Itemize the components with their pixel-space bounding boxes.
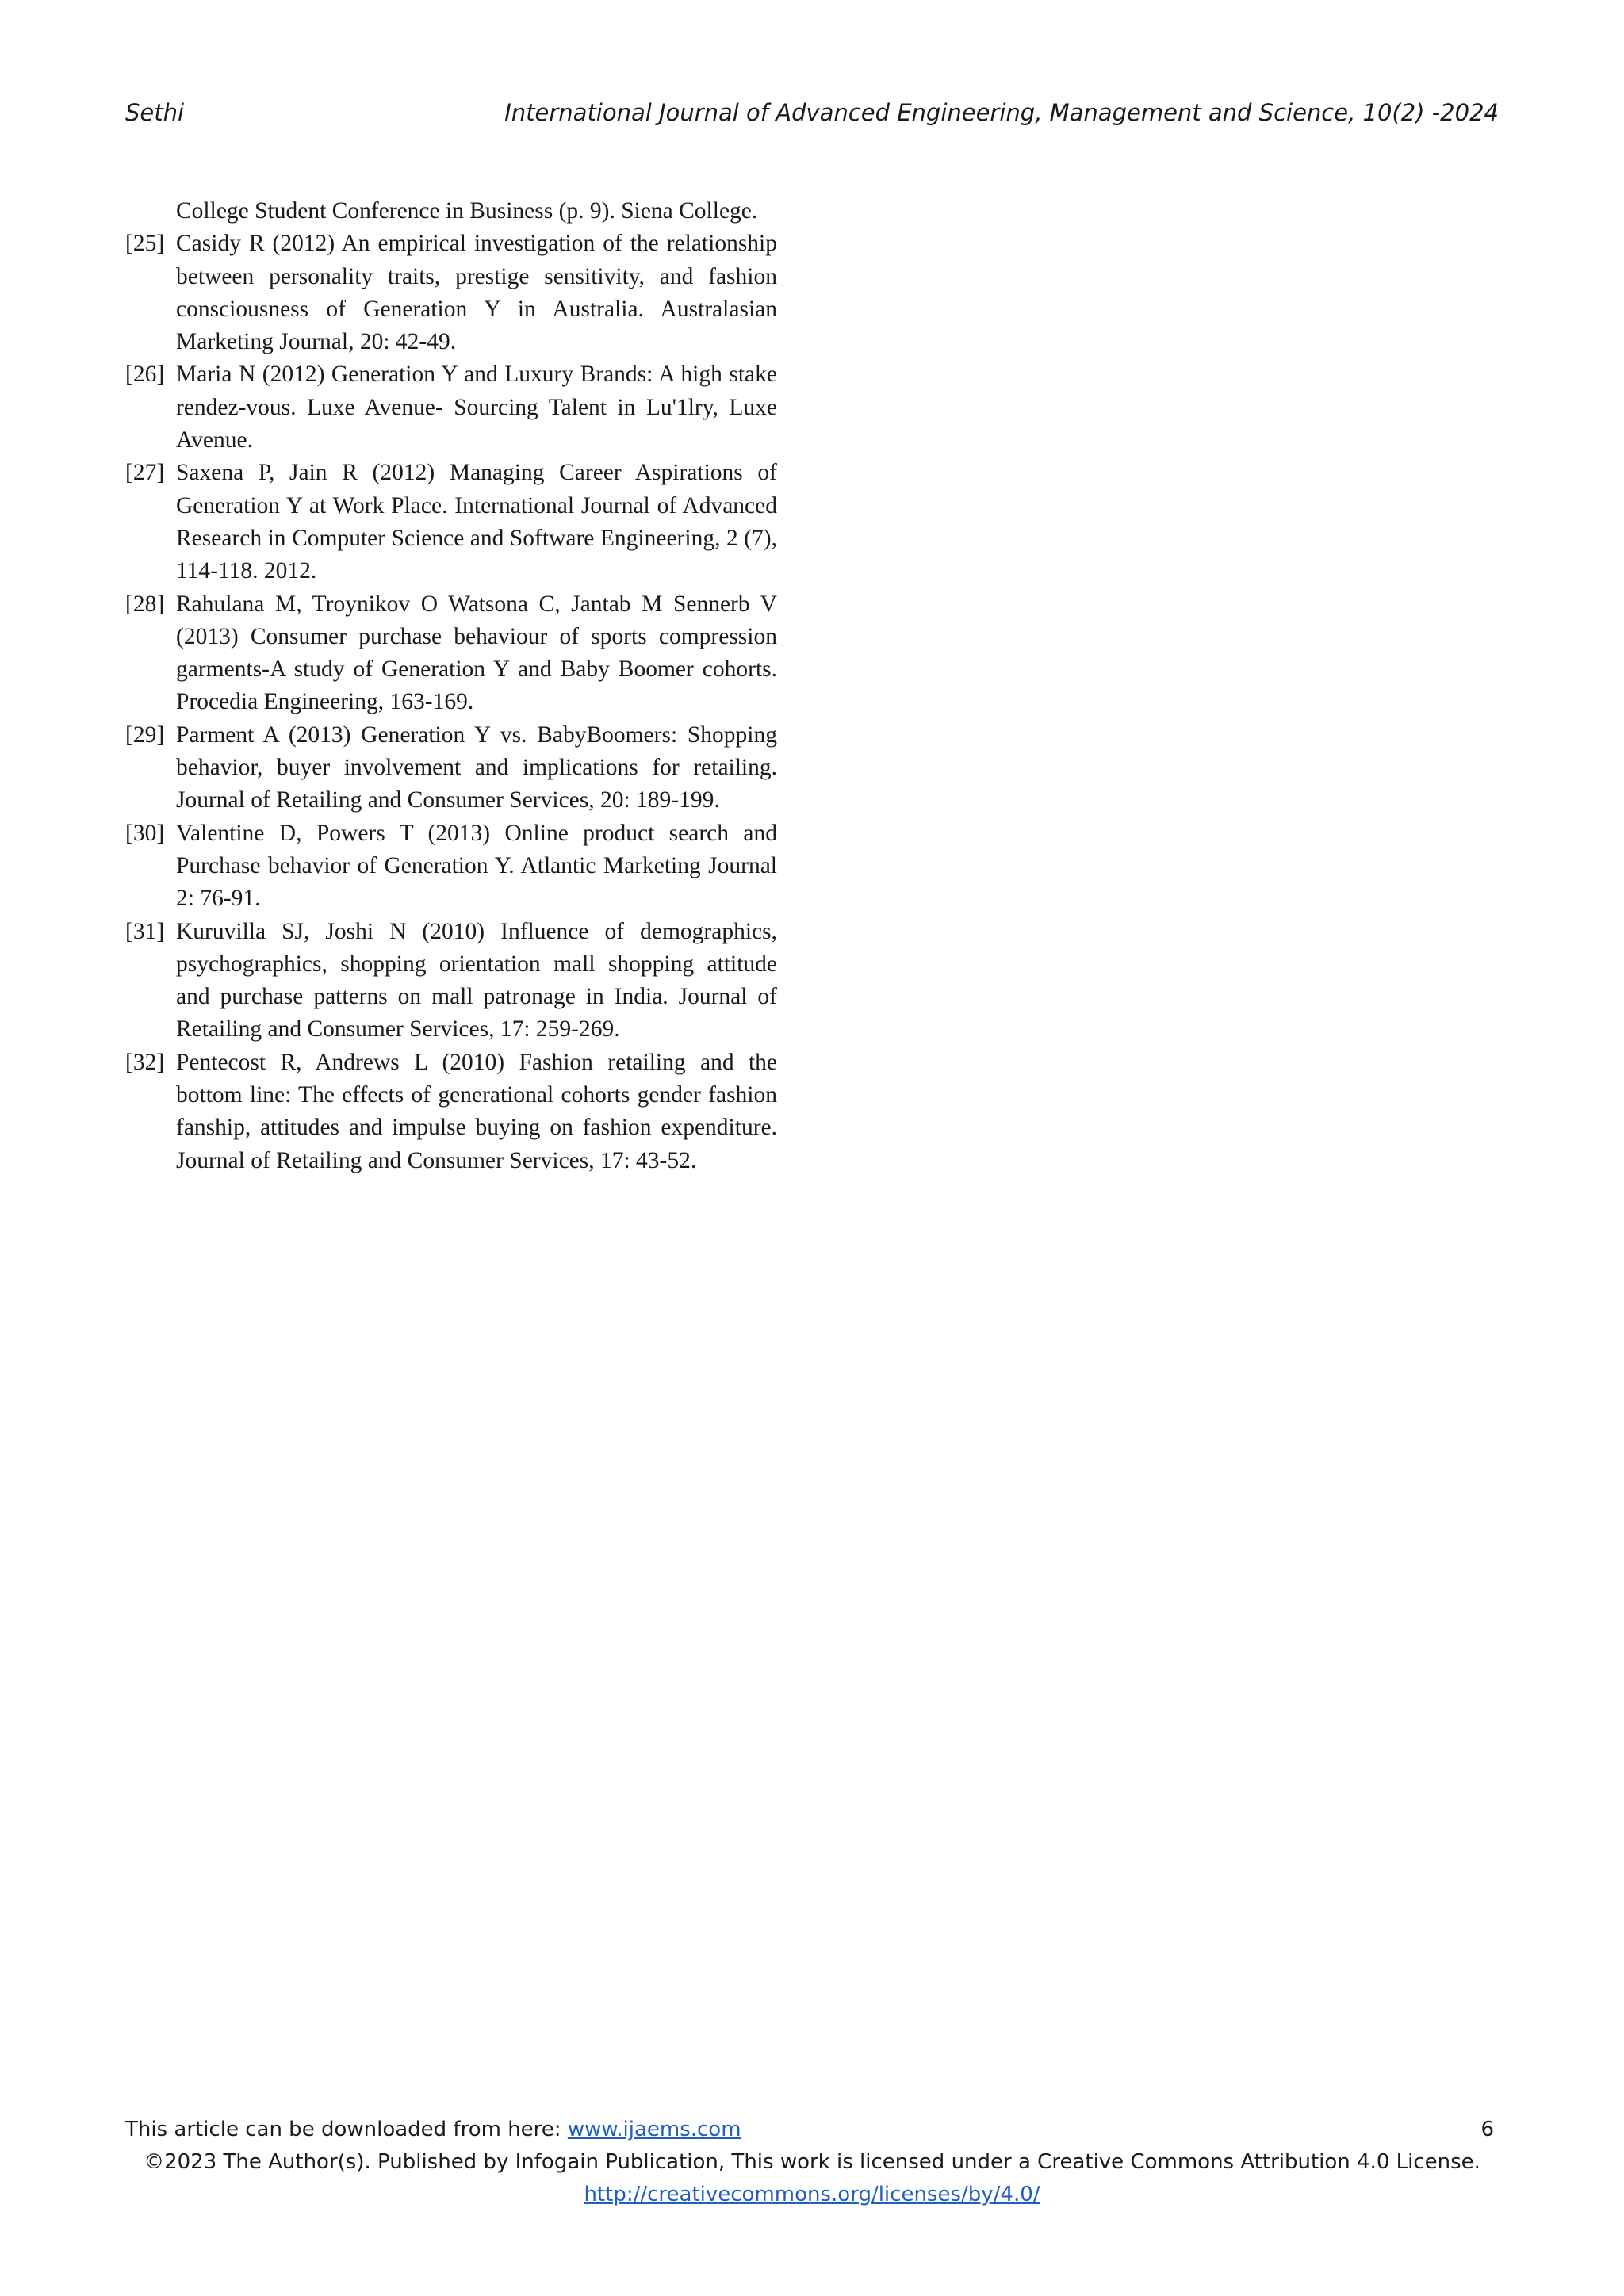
reference-item — [125, 358, 777, 457]
reference-number: [30] — [125, 820, 165, 846]
reference-list — [125, 195, 777, 1177]
reference-number: [27] — [125, 460, 165, 486]
header-journal-title: International Journal of Advanced Engineering, Management and Science, 10(2) -2024 — [504, 99, 1499, 126]
footer-license-line — [125, 2146, 1499, 2178]
reference-text: Kuruvilla SJ, Joshi N (2010) Influence of demographics, psychographics, shopping orientation mall shopping attitude and purchase patterns on mall patronage in India. Journal of Retailing and Consumer Services, 17: 259-269. — [176, 918, 777, 1043]
page-number: 6 — [1480, 2118, 1494, 2141]
reference-item — [125, 1047, 777, 1177]
footer-download-line — [125, 2114, 1499, 2145]
reference-number: [31] — [125, 918, 165, 944]
reference-item — [125, 588, 777, 719]
reference-item — [125, 228, 777, 358]
reference-item — [125, 457, 777, 587]
reference-item — [125, 916, 777, 1047]
reference-text: Maria N (2012) Generation Y and Luxury Brands: A high stake rendez-vous. Luxe Avenue- Sourcing Talent in Lu'1lry, Luxe Avenue. — [176, 362, 777, 453]
header-author: Sethi — [125, 99, 185, 126]
reference-number: [25] — [125, 231, 165, 257]
reference-text: Pentecost R, Andrews L (2010) Fashion retailing and the bottom line: The effects of generational cohorts gender fashion fanship, attitudes and impulse buying on fashion expenditure. Journal of Retailing and Consumer Services, 17: 43-52. — [176, 1049, 777, 1173]
page-header — [125, 97, 1499, 128]
footer-download-text: This article can be downloaded from here: — [125, 2118, 568, 2141]
reference-number: [29] — [125, 721, 165, 748]
reference-text: Valentine D, Powers T (2013) Online product search and Purchase behavior of Generation Y. Atlantic Marketing Journal 2: 76-91. — [176, 820, 777, 912]
footer-license-text: ©2023 The Author(s). Published by Infogain Publication, This work is licensed under a Creative Commons Attribution 4.0 License. — [144, 2150, 1480, 2174]
reference-text: Parment A (2013) Generation Y vs. BabyBoomers: Shopping behavior, buyer involvement and implications for retailing. Journal of Retailing and Consumer Services, 20: 189-199. — [176, 721, 777, 813]
reference-item — [125, 817, 777, 916]
reference-item — [125, 719, 777, 817]
reference-text: Casidy R (2012) An empirical investigation of the relationship between personality traits, prestige sensitivity, and fashion consciousness of Generation Y in Australia. Australasian Marketing Journal, 20: 42-49. — [176, 231, 777, 355]
footer-license-link-line — [125, 2179, 1499, 2210]
reference-number: [32] — [125, 1049, 165, 1075]
reference-number: [26] — [125, 362, 165, 388]
reference-text: Saxena P, Jain R (2012) Managing Career Aspirations of Generation Y at Work Place. International Journal of Advanced Research in Computer Science and Software Engineering, 2 (7), 114-118. 2012. — [176, 460, 777, 584]
footer-download — [125, 2114, 741, 2145]
reference-text: Rahulana M, Troynikov O Watsona C, Jantab M Sennerb V (2013) Consumer purchase behaviour of sports compression garments-A study of Generation Y and Baby Boomer cohorts. Procedia Engineering, 163-169. — [176, 591, 777, 715]
journal-website-link[interactable]: www.ijaems.com — [567, 2118, 741, 2141]
reference-item — [125, 195, 777, 228]
reference-number: [28] — [125, 591, 165, 617]
reference-text: College Student Conference in Business (p. 9). Siena College. — [176, 198, 758, 224]
license-link[interactable]: http://creativecommons.org/licenses/by/4.0/ — [584, 2183, 1040, 2206]
